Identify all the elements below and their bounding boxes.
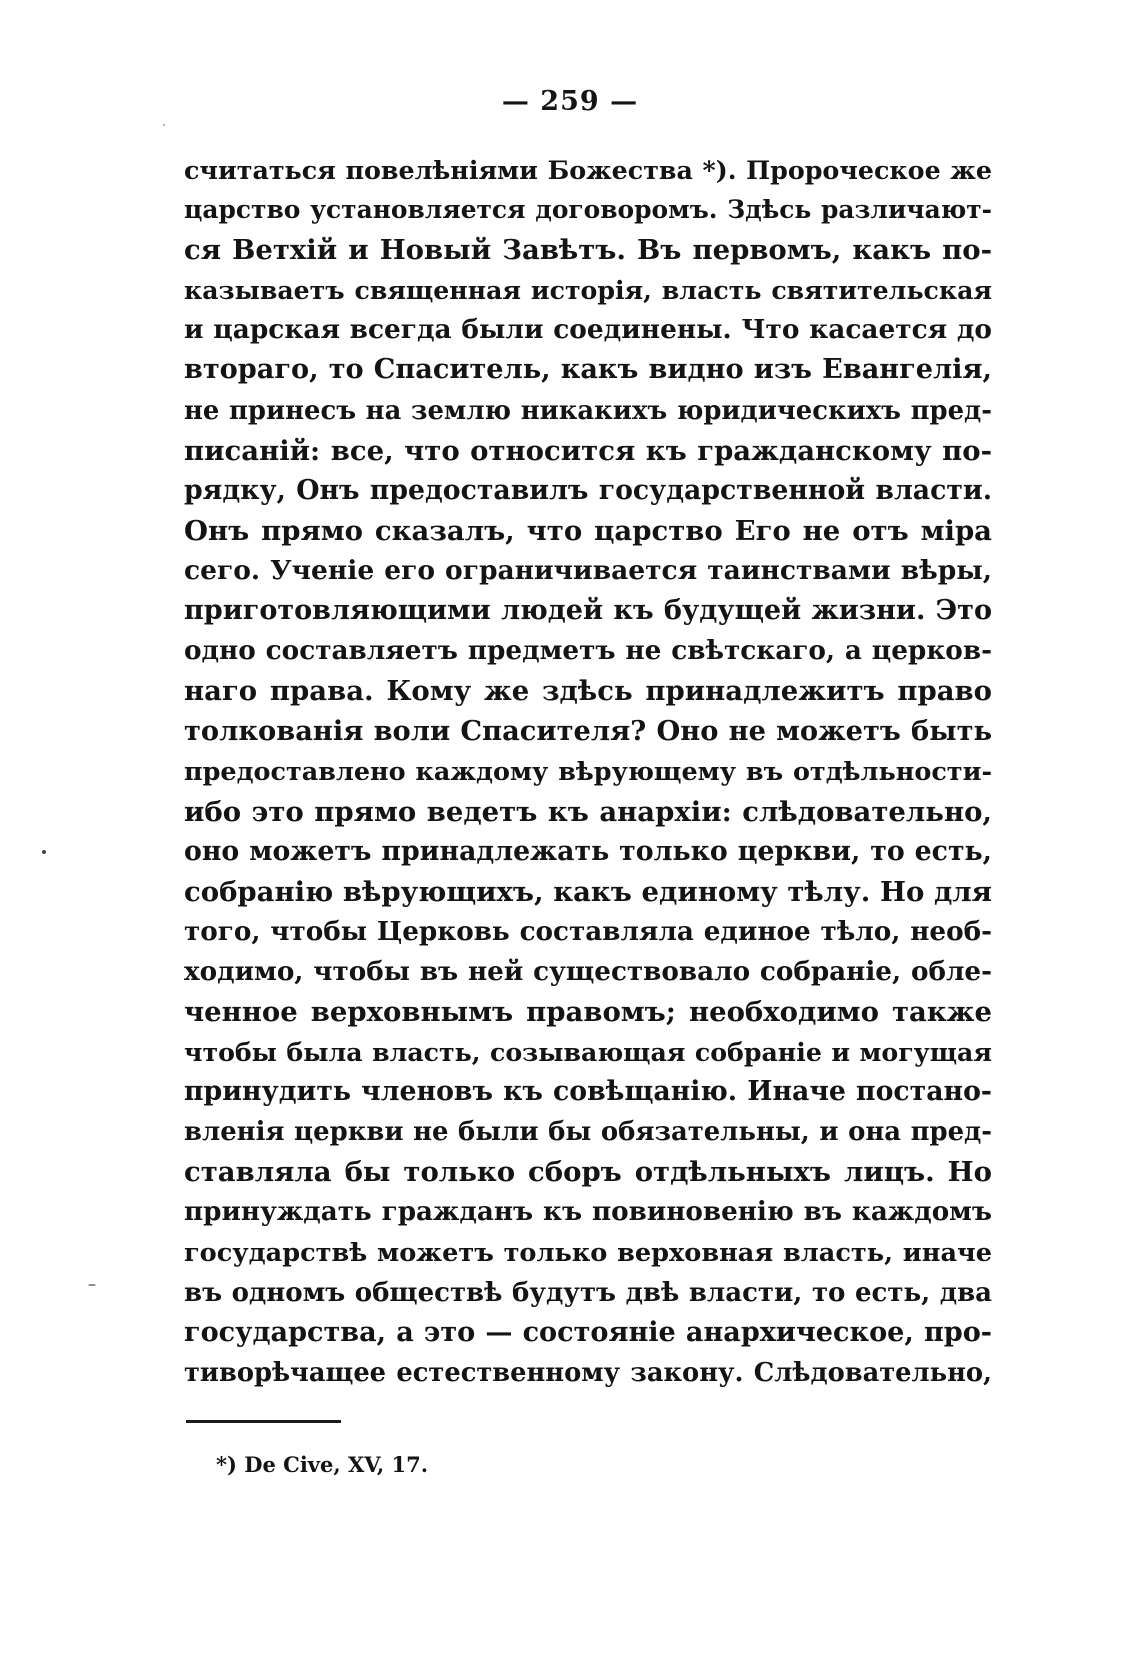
- text-line: ставляла бы только сборъ отдѣльныхъ лицъ. Но: [184, 1156, 992, 1189]
- text-line: втораго, то Спаситель, какъ видно изъ Евангелія,: [184, 354, 992, 386]
- text-line: оно можетъ принадлежать только церкви, то есть,: [184, 835, 992, 867]
- scan-speck: [163, 124, 165, 126]
- text-line: рядку, Онъ предоставилъ государственной власти.: [184, 474, 992, 506]
- text-line: государства, а это — состояніе анархическое, про-: [184, 1316, 992, 1348]
- text-line: одно составляетъ предметъ не свѣтскаго, а церков-: [184, 635, 992, 667]
- text-line: наго права. Кому же здѣсь принадлежитъ право: [184, 675, 992, 708]
- text-line: въ одномъ обществѣ будутъ двѣ власти, то есть, два: [184, 1277, 992, 1308]
- scan-speck: [88, 1284, 96, 1286]
- text-line: приготовляющими людей къ будущей жизни. Это: [184, 595, 992, 627]
- text-line: считаться повелѣніями Божества *). Пророческое же: [184, 155, 992, 185]
- text-line: чтобы была власть, созывающая собраніе и могущая: [184, 1037, 992, 1068]
- text-line: ходимо, чтобы въ ней существовало собраніе, обле-: [184, 955, 992, 987]
- text-line: того, чтобы Церковь составляла единое тѣло, необ-: [184, 915, 992, 947]
- text-line: ибо это прямо ведетъ къ анархіи: слѣдовательно,: [184, 795, 992, 828]
- text-line: ченное верховнымъ правомъ; необходимо также: [184, 995, 992, 1028]
- page-number: — 259 —: [501, 86, 639, 117]
- text-line: сего. Ученіе его ограничивается таинствами вѣры,: [184, 554, 992, 586]
- text-line: казываетъ священная исторія, власть святительская: [184, 275, 992, 306]
- text-line: принуждать гражданъ къ повиновенію въ каждомъ: [184, 1196, 992, 1228]
- text-line: вленія церкви не были бы обязательны, и она пред-: [184, 1117, 992, 1148]
- text-line: писаній: все, что относится къ гражданскому по-: [184, 434, 992, 467]
- footnote: *) De Cive, XV, 17.: [216, 1452, 429, 1477]
- text-line: принудить членовъ къ совѣщанію. Иначе постано-: [184, 1076, 992, 1108]
- text-line: собранію вѣрующихъ, какъ единому тѣлу. Но для: [184, 875, 992, 908]
- body-text: [184, 150, 992, 1393]
- scan-speck: [42, 850, 46, 854]
- footnote-divider: [186, 1420, 341, 1423]
- text-line: государствѣ можетъ только верховная власть, иначе: [184, 1237, 992, 1268]
- text-line: ся Ветхій и Новый Завѣтъ. Въ первомъ, какъ по-: [184, 234, 992, 267]
- text-line: и царская всегда были соединены. Что касается до: [184, 314, 992, 346]
- text-line: не принесъ на землю никакихъ юридическихъ пред-: [184, 395, 992, 426]
- text-line: Онъ прямо сказалъ, что царство Его не отъ міра: [184, 514, 992, 547]
- text-line: царство установляется договоромъ. Здѣсь различают-: [184, 195, 992, 225]
- text-line: предоставлено каждому вѣрующему въ отдѣльности-: [184, 756, 992, 787]
- text-line: тиворѣчащее естественному закону. Слѣдовательно,: [184, 1357, 992, 1388]
- text-line: толкованія воли Спасителя? Оно не можетъ быть: [184, 715, 992, 748]
